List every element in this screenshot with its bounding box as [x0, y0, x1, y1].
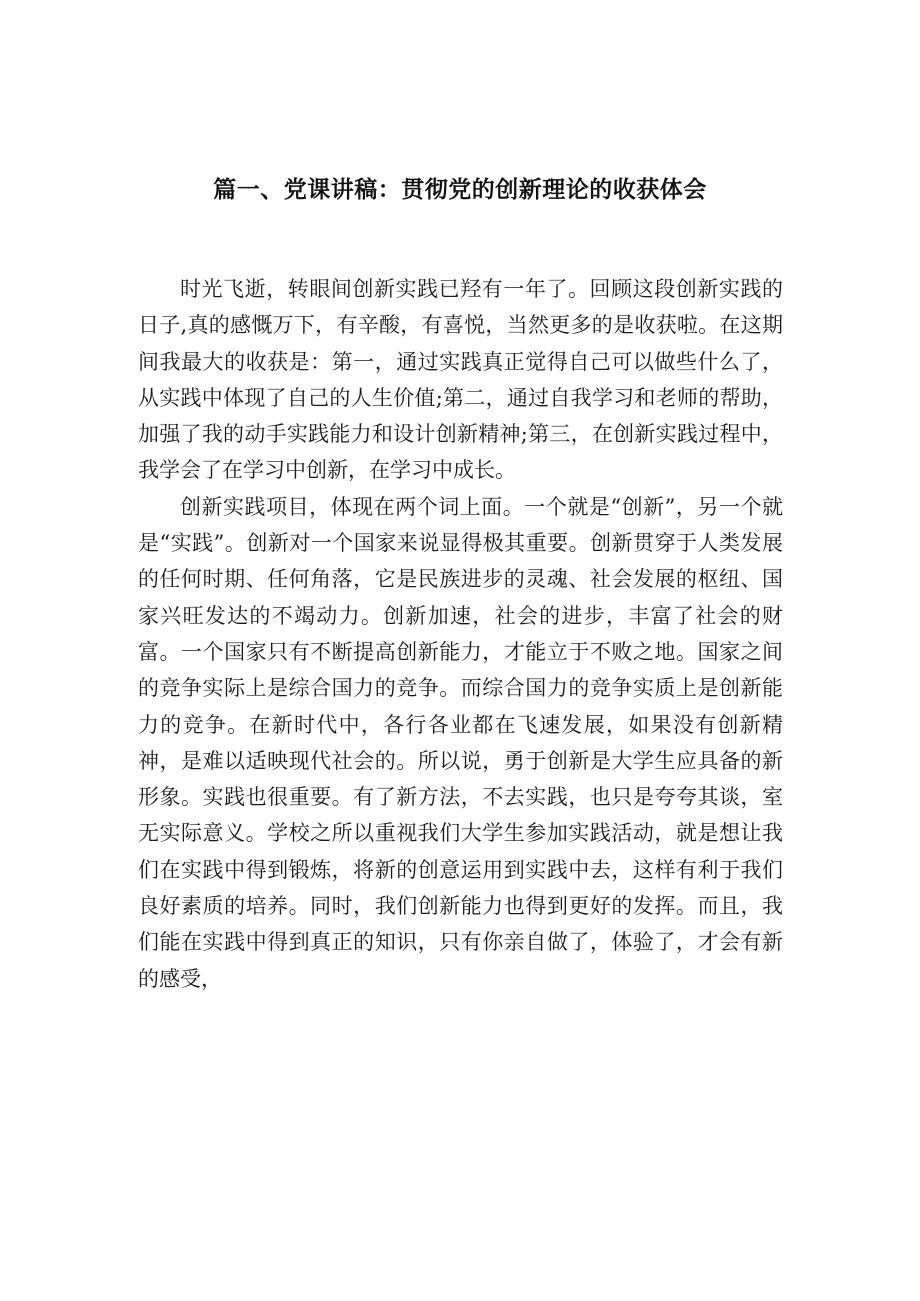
document-title: 篇一、党课讲稿：贯彻党的创新理论的收获体会: [213, 177, 707, 203]
paragraph-2: 创新实践项目，体现在两个词上面。一个就是“创新”，另一个就是“实践”。创新对一个国家来说显得极其重要。创新贯穿于人类发展的任何时期、任何角落，它是民族进步的灵魂、社会发展的枢纽、国家兴旺发达的不竭动力。创新加速，社会的进步，丰富了社会的财富。一个国家只有不断提高创新能力，才能立于不败之地。国家之间的竞争实际上是综合国力的竞争。而综合国力的竞争实质上是创新能力的竞争。在新时代中，各行各业都在飞速发展，如果没有创新精神，是难以适映现代社会的。所以说，勇于创新是大学生应具备的新形象。实践也很重要。有了新方法，不去实践，也只是夸夸其谈，室无实际意义。学校之所以重视我们大学生参加实践活动，就是想让我们在实践中得到锻炼，将新的创意运用到实践中去，这样有利于我们良好素质的培养。同时，我们创新能力也得到更好的发挥。而且，我们能在实践中得到真正的知识，只有你亲自做了，体验了，才会有新的感受，: [138, 494, 783, 991]
document-body: [138, 271, 783, 997]
paragraph-1: 时光飞逝，转眼间创新实践已羟有一年了。回顾这段创新实践的日子,真的感慨万下，有辛酸，有喜悦，当然更多的是收获啦。在这期间我最大的收获是：第一，通过实践真正觉得自己可以做些什么了，从实践中体现了自己的人生价值;第二，通过自我学习和老师的帮助，加强了我的动手实践能力和设计创新精神;第三，在创新实践过程中，我学会了在学习中创新，在学习中成长。: [138, 277, 783, 483]
